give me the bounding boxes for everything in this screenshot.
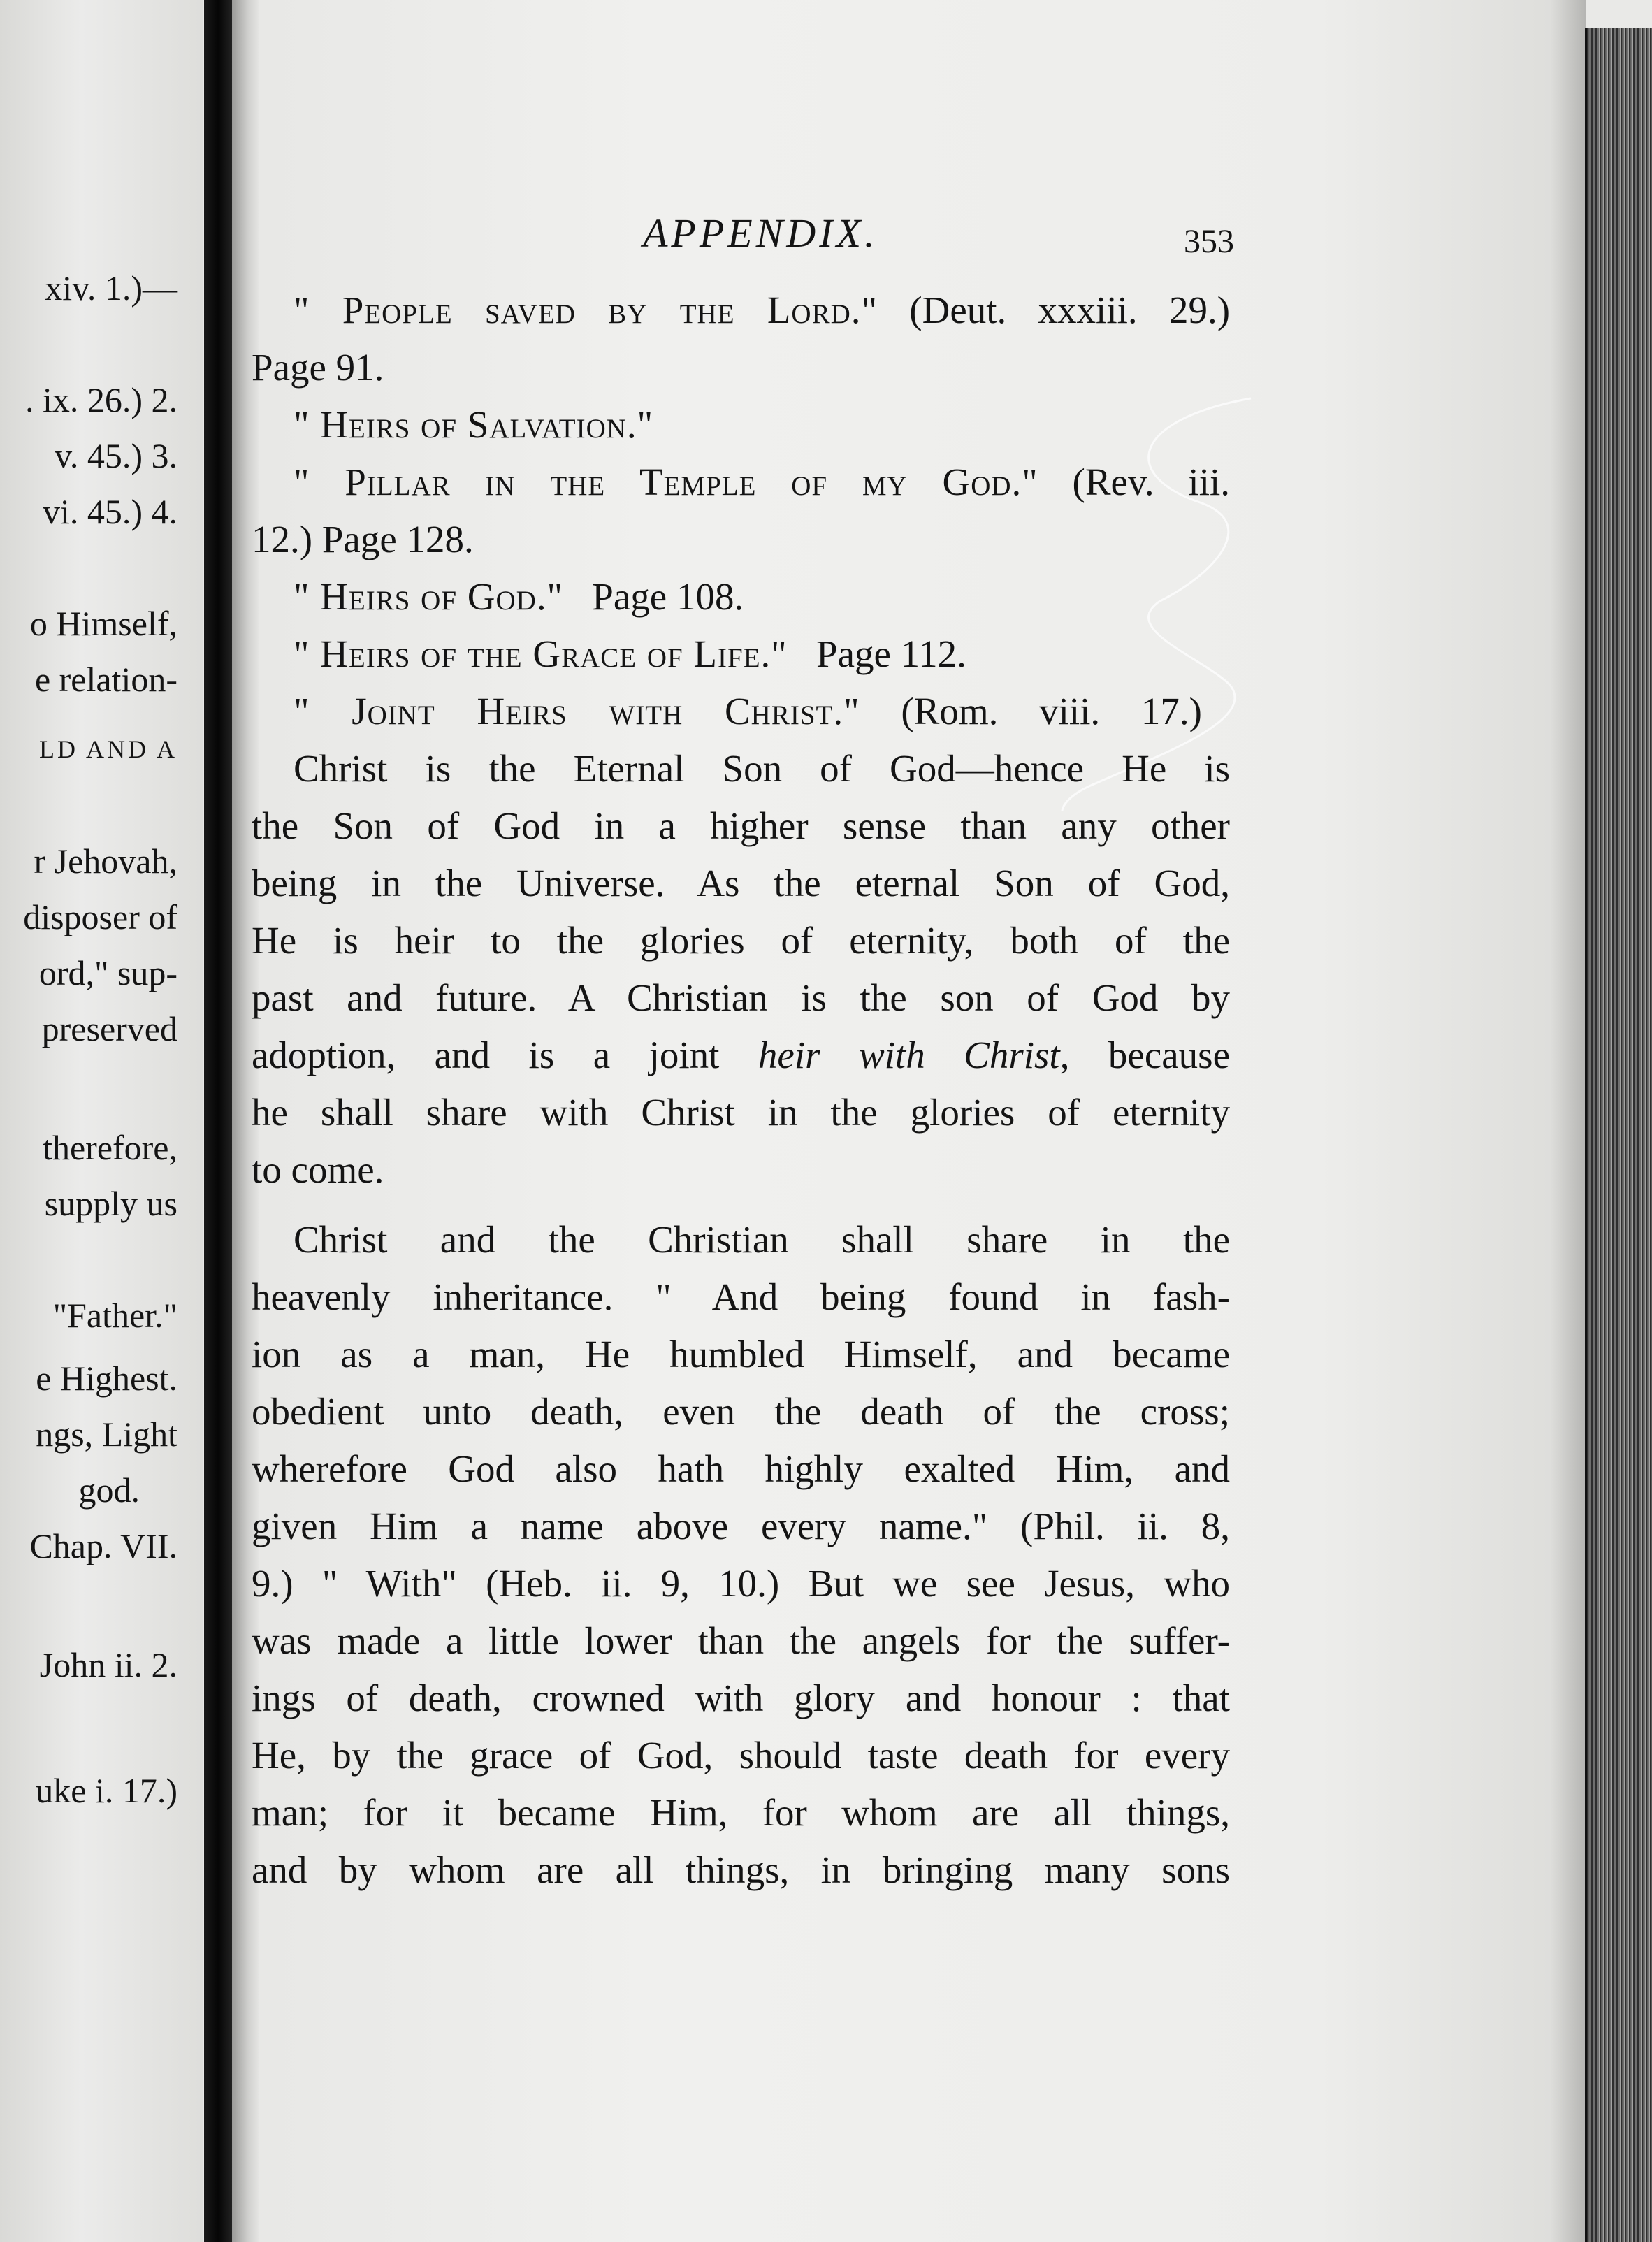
text-line: to come.	[252, 1148, 384, 1191]
left-line: e Highest.	[36, 1359, 177, 1398]
text-line	[252, 1032, 1230, 1079]
text-line: He, by the grace of God, should taste death for every	[252, 1734, 1230, 1777]
text-line	[252, 287, 1230, 334]
text-line	[252, 573, 1230, 621]
left-line: god.	[78, 1470, 140, 1510]
body-text	[252, 287, 1244, 1964]
text-line: heavenly inheritance. " And being found in fash-	[252, 1275, 1230, 1318]
scripture-reference: (Rev. iii.	[1072, 461, 1231, 503]
text-line: past and future. A Christian is the son of God by	[252, 976, 1230, 1019]
text-line	[252, 630, 1167, 678]
left-line: vi. 45.) 4.	[42, 492, 177, 531]
left-line: preserved	[41, 1009, 177, 1048]
book-gutter	[204, 0, 232, 2242]
scripture-reference: (Deut. xxxiii. 29.)	[909, 289, 1231, 331]
text-line: 9.) " With" (Heb. ii. 9, 10.) But we see Jesus, who	[252, 1562, 1230, 1605]
left-line: . ix. 26.) 2.	[24, 380, 177, 419]
text-line: man; for it became Him, for whom are all things,	[252, 1791, 1230, 1834]
quoted-title: " Heirs of God."	[294, 575, 564, 618]
left-line: v. 45.) 3.	[55, 436, 177, 475]
text-line: He is heir to the glories of eternity, both of the	[252, 919, 1230, 962]
left-line: disposer of	[23, 897, 177, 936]
left-line: ord," sup-	[38, 953, 177, 992]
text-line: Page 91.	[252, 346, 384, 389]
text-span: adoption, and is a joint	[252, 1034, 758, 1076]
left-line: e relation-	[34, 660, 177, 699]
quoted-title: " People saved by the Lord."	[294, 289, 878, 331]
left-line: "Father."	[52, 1296, 177, 1335]
left-line: supply us	[44, 1184, 177, 1223]
text-line	[252, 401, 1230, 449]
text-line: obedient unto death, even the death of the cross;	[252, 1390, 1230, 1433]
text-line: given Him a name above every name." (Phil. ii. 8,	[252, 1505, 1230, 1547]
quoted-title: " Heirs of Salvation."	[294, 403, 654, 446]
text-line	[252, 458, 1230, 506]
text-line: 12.) Page 128.	[252, 518, 474, 560]
page-edge-shadow	[1550, 0, 1586, 2242]
text-line: wherefore God also hath highly exalted Him, and	[252, 1447, 1230, 1490]
text-line: he shall share with Christ in the glories of eternity	[252, 1091, 1230, 1134]
left-line: LD AND A	[38, 735, 177, 763]
text-line	[252, 688, 1202, 735]
text-line: Christ and the Christian shall share in the	[294, 1218, 1230, 1261]
left-line: therefore,	[43, 1128, 177, 1167]
text-line: Christ is the Eternal Son of God—hence He is	[294, 747, 1230, 790]
text-line: ion as a man, He humbled Himself, and became	[252, 1333, 1230, 1375]
left-line: Chap. VII.	[29, 1526, 177, 1565]
text-line: ings of death, crowned with glory and honour : that	[252, 1677, 1230, 1719]
text-line: and by whom are all things, in bringing many sons	[252, 1849, 1230, 1891]
running-head: APPENDIX.	[643, 210, 878, 256]
left-line: John ii. 2.	[39, 1645, 177, 1684]
page-edge-stack	[1585, 28, 1652, 2242]
left-line: o Himself,	[29, 604, 177, 643]
page-number: 353	[1184, 223, 1234, 260]
left-line: ngs, Light	[36, 1415, 177, 1454]
quoted-title: " Heirs of the Grace of Life."	[294, 632, 788, 675]
page-reference: Page 112.	[816, 632, 966, 675]
quoted-title: " Joint Heirs with Christ."	[294, 690, 860, 732]
text-span: , because	[1059, 1034, 1230, 1076]
left-line: uke i. 17.)	[36, 1771, 177, 1810]
page-reference: Page 108.	[592, 575, 744, 618]
text-line: the Son of God in a higher sense than any other	[252, 804, 1230, 847]
left-line: xiv. 1.)—	[45, 268, 177, 308]
scripture-reference: (Rom. viii. 17.)	[901, 690, 1202, 732]
italic-phrase: heir with Christ	[758, 1034, 1060, 1076]
text-line: was made a little lower than the angels for the suffer-	[252, 1619, 1230, 1662]
text-line: being in the Universe. As the eternal Son of God,	[252, 862, 1230, 904]
left-page-fragment	[0, 0, 203, 2242]
quoted-title: " Pillar in the Temple of my God."	[294, 461, 1038, 503]
left-line: r Jehovah,	[34, 841, 177, 881]
